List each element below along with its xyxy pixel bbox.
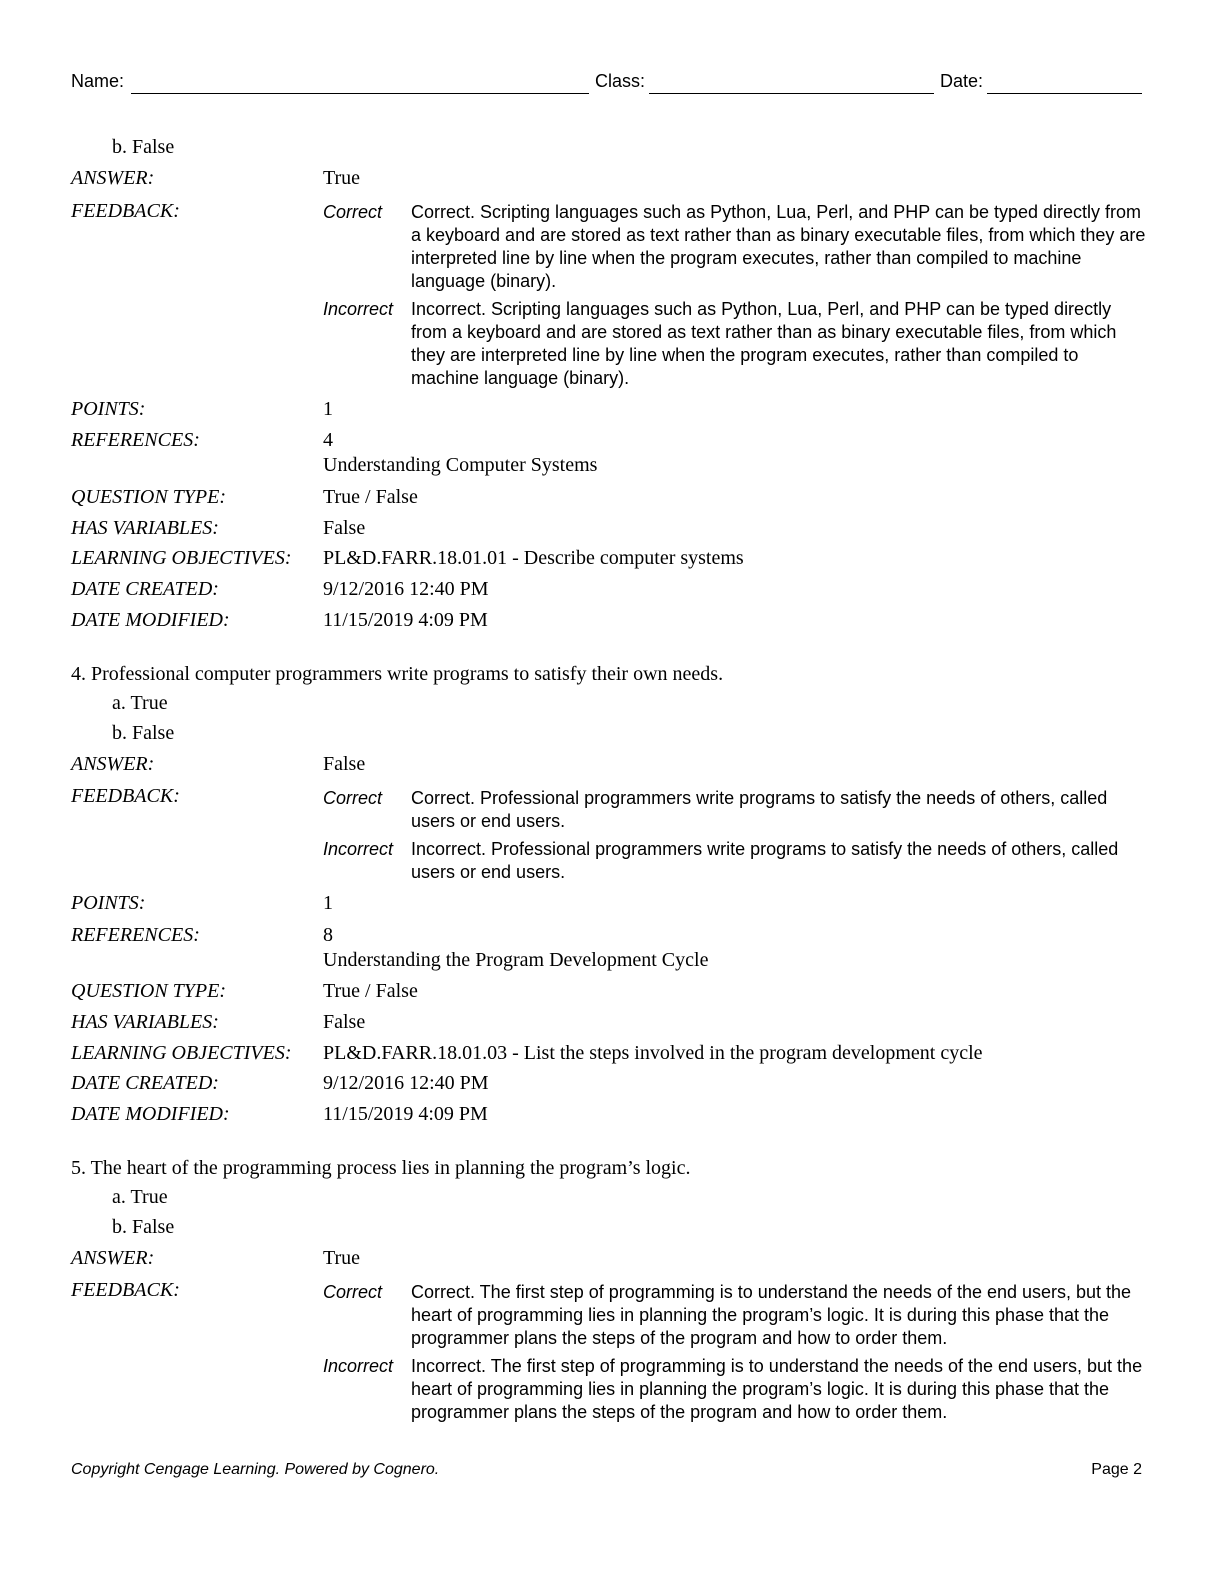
q4-answer-value: False xyxy=(323,753,366,775)
q3-lo-label: LEARNING OBJECTIVES: xyxy=(71,547,292,569)
q3-lo-value: PL&D.FARR.18.01.01 - Describe computer systems xyxy=(323,547,744,569)
q4-feedback-correct xyxy=(323,787,1146,833)
incorrect-label: Incorrect xyxy=(323,839,394,859)
q5-question-text: 5. The heart of the programming process lies in planning the program’s logic. xyxy=(71,1157,691,1179)
q3-feedback-label: FEEDBACK: xyxy=(71,200,180,222)
q4-lo-label: LEARNING OBJECTIVES: xyxy=(71,1042,292,1064)
q3-feedback-incorrect xyxy=(323,298,1146,390)
q3-hasvar-value: False xyxy=(323,517,366,539)
q4-feedback-label: FEEDBACK: xyxy=(71,785,180,807)
q3-answer-label: ANSWER: xyxy=(71,167,155,189)
incorrect-label: Incorrect xyxy=(323,1356,394,1376)
footer-copyright: Copyright Cengage Learning. Powered by Cognero. xyxy=(71,1461,440,1478)
q3-qtype-label: QUESTION TYPE: xyxy=(71,486,227,508)
q4-modified-value: 11/15/2019 4:09 PM xyxy=(323,1103,488,1125)
q4-modified-label: DATE MODIFIED: xyxy=(71,1103,230,1125)
date-label: Date: xyxy=(940,71,984,91)
q4-qtype-value: True / False xyxy=(323,980,418,1002)
q3-references-label: REFERENCES: xyxy=(71,429,200,451)
q4-points-value: 1 xyxy=(323,892,333,914)
name-line xyxy=(131,93,589,94)
q3-answer-value: True xyxy=(323,167,361,189)
q4-points-label: POINTS: xyxy=(71,892,146,914)
q5-option-b: b. False xyxy=(112,1216,175,1238)
q4-answer-label: ANSWER: xyxy=(71,753,155,775)
q5-feedback-label: FEEDBACK: xyxy=(71,1279,180,1301)
q4-reference-page: 8 xyxy=(323,924,333,946)
footer-page-number: Page 2 xyxy=(1091,1461,1142,1478)
class-label: Class: xyxy=(595,71,646,91)
class-line xyxy=(649,93,934,94)
q5-answer-label: ANSWER: xyxy=(71,1247,155,1269)
q3-modified-label: DATE MODIFIED: xyxy=(71,609,230,631)
correct-label: Correct xyxy=(323,1282,383,1302)
q4-created-value: 9/12/2016 12:40 PM xyxy=(323,1072,489,1094)
q4-option-a: a. True xyxy=(112,692,168,714)
q3-reference-topic: Understanding Computer Systems xyxy=(323,454,598,476)
q3-created-value: 9/12/2016 12:40 PM xyxy=(323,578,489,600)
correct-text: Correct. The first step of programming is to understand the needs of the end users, but the heart of programming lies in planning the program’s logic. It is during this phase that the programmer plans the steps of the program and how to order them. xyxy=(411,1282,1132,1348)
q3-qtype-value: True / False xyxy=(323,486,418,508)
q3-points-label: POINTS: xyxy=(71,398,146,420)
q3-option-b: b. False xyxy=(112,136,175,158)
q4-references-label: REFERENCES: xyxy=(71,924,200,946)
q3-modified-value: 11/15/2019 4:09 PM xyxy=(323,609,488,631)
q4-reference-topic: Understanding the Program Development Cycle xyxy=(323,949,709,971)
q3-hasvar-label: HAS VARIABLES: xyxy=(71,517,219,539)
correct-text: Correct. Scripting languages such as Python, Lua, Perl, and PHP can be typed directly from a keyboard and are stored as text rather than as binary executable files, from which they are interpreted line by line when the program executes, rather than compiled to machine language (binary). xyxy=(411,202,1146,291)
q5-feedback-incorrect xyxy=(323,1355,1146,1447)
q4-hasvar-value: False xyxy=(323,1011,366,1033)
incorrect-text: Incorrect. Professional programmers write programs to satisfy the needs of others, called users or end users. xyxy=(411,839,1119,882)
correct-text: Correct. Professional programmers write programs to satisfy the needs of others, called users or end users. xyxy=(411,788,1108,831)
q4-lo-value: PL&D.FARR.18.01.03 - List the steps involved in the program development cycle xyxy=(323,1042,983,1064)
page-header xyxy=(71,71,1142,97)
correct-label: Correct xyxy=(323,202,383,222)
incorrect-text: Incorrect. The first step of programming is to understand the needs of the end users, but the heart of programming lies in planning the program’s logic. It is during this phase that the programmer plans the steps of the program and how to order them. xyxy=(411,1356,1143,1422)
q3-created-label: DATE CREATED: xyxy=(71,578,219,600)
incorrect-label: Incorrect xyxy=(323,299,394,319)
date-line xyxy=(987,93,1142,94)
q4-hasvar-label: HAS VARIABLES: xyxy=(71,1011,219,1033)
q5-feedback-correct xyxy=(323,1281,1146,1350)
q4-feedback-incorrect xyxy=(323,838,1146,884)
name-label: Name: xyxy=(71,71,125,91)
q4-question-text: 4. Professional computer programmers write programs to satisfy their own needs. xyxy=(71,663,724,685)
q4-qtype-label: QUESTION TYPE: xyxy=(71,980,227,1002)
q4-option-b: b. False xyxy=(112,722,175,744)
q3-reference-page: 4 xyxy=(323,429,333,451)
q4-created-label: DATE CREATED: xyxy=(71,1072,219,1094)
q5-answer-value: True xyxy=(323,1247,361,1269)
q3-feedback-correct xyxy=(323,201,1146,293)
incorrect-text: Incorrect. Scripting languages such as Python, Lua, Perl, and PHP can be typed directly from a keyboard and are stored as text rather than as binary executable files, from which they are interpreted line by line when the program executes, rather than compiled to machine language (binary). xyxy=(411,299,1117,388)
q3-points-value: 1 xyxy=(323,398,333,420)
correct-label: Correct xyxy=(323,788,383,808)
q5-option-a: a. True xyxy=(112,1186,168,1208)
